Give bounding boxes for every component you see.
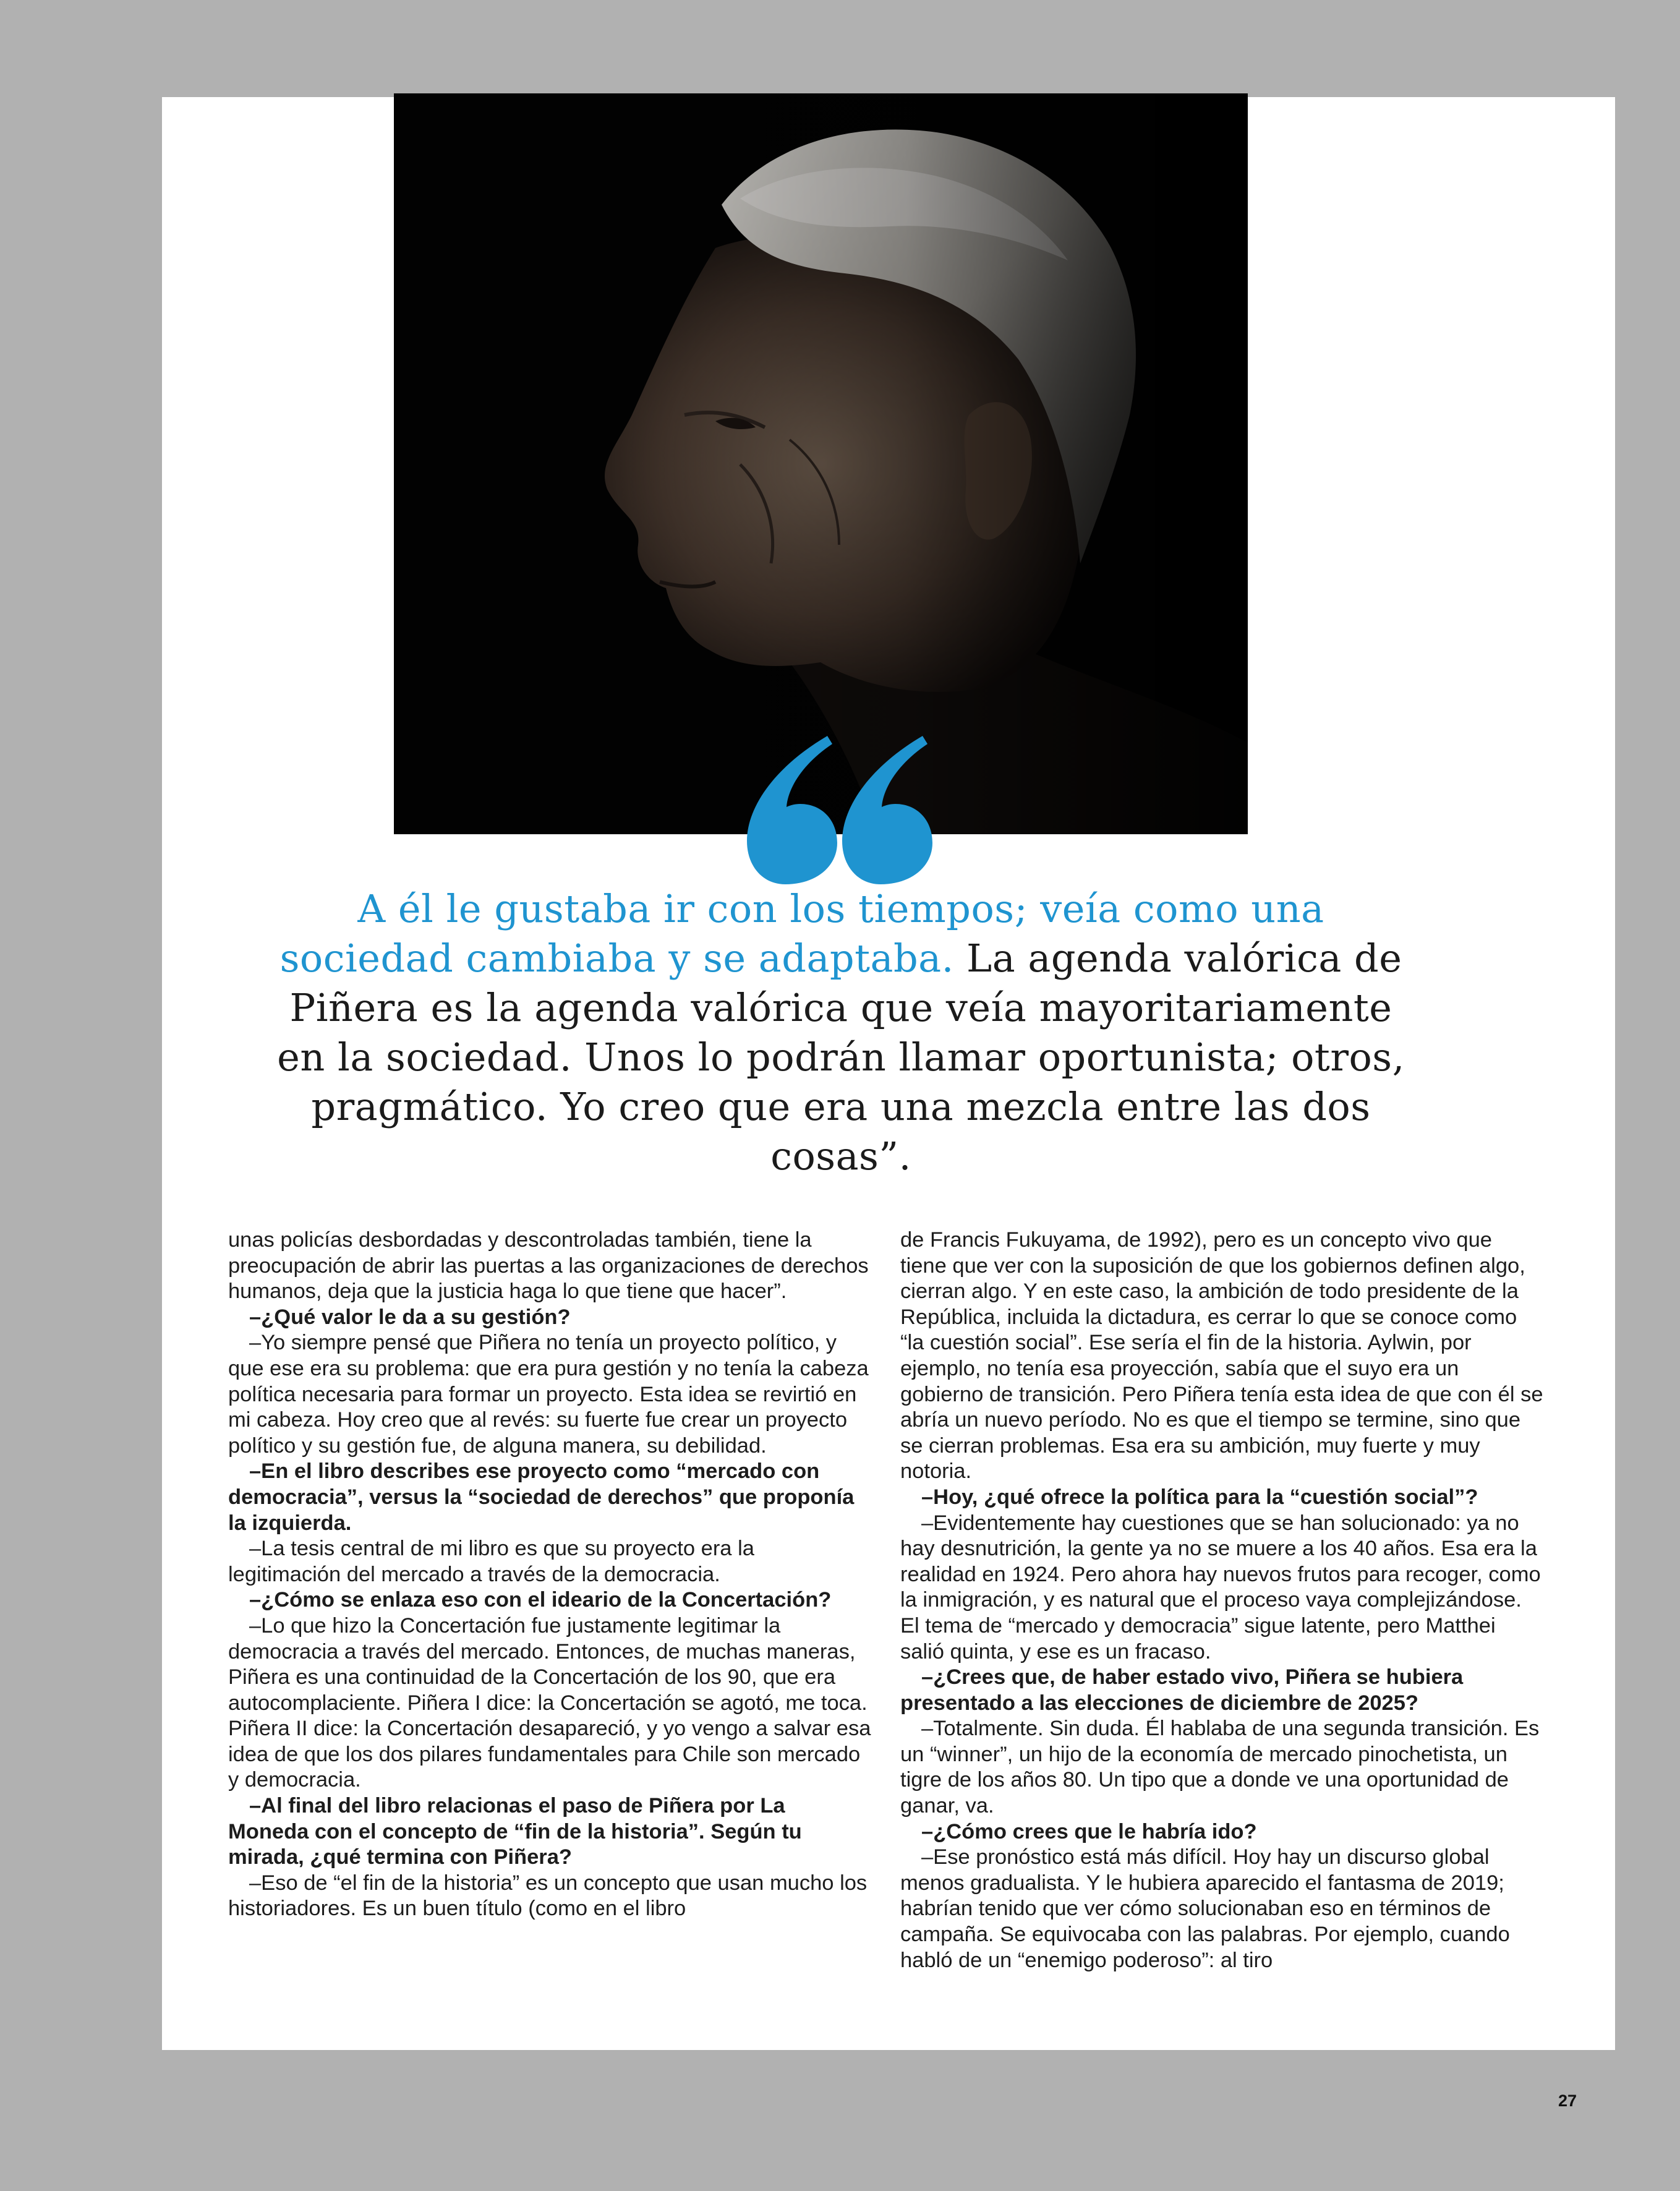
interview-question: –¿Qué valor le da a su gestión?	[249, 1305, 571, 1329]
interview-question: –¿Cómo crees que le habría ido?	[921, 1819, 1257, 1843]
portrait-illustration	[394, 93, 1248, 834]
pull-quote-text: La agenda valórica de Piñera es la agenda valórica que veía mayoritariamente en la sociedad. Unos lo podrán llamar oportunista; otros, pragmático. Yo creo que era una mezcla entre las dos cosas”.	[277, 936, 1405, 1179]
portrait-photo	[394, 93, 1248, 834]
pull-quote-accent: A él le gustaba ir con los tiempos; veía como una sociedad cambiaba y se adaptaba.	[279, 886, 1324, 981]
interview-question: –¿Crees que, de haber estado vivo, Piñera se hubiera presentado a las elecciones de diciembre de 2025?	[900, 1665, 1464, 1715]
interview-answer: –Lo que hizo la Concertación fue justamente legitimar la democracia a través del mercado. Entonces, de muchas maneras, Piñera es una continuidad de la Concertación de los 90, que era autocomplaciente. Piñera I dice: la Concertación se agotó, me toca. Piñera II dice: la Concertación desapareció, y yo vengo a salvar esa idea de que los dos pilares fundamentales para Chile son mercado y democracia.	[228, 1613, 871, 1792]
page-number: 27	[1558, 2091, 1577, 2110]
interview-answer: –Totalmente. Sin duda. Él hablaba de una segunda transición. Es un “winner”, un hijo de la economía de mercado pinochetista, un tigre de los años 80. Un tipo que a donde ve una oportunidad de ganar, va.	[900, 1717, 1540, 1818]
interview-question: –¿Cómo se enlaza eso con el ideario de la Concertación?	[249, 1588, 832, 1612]
interview-answer: –Ese pronóstico está más difícil. Hoy hay un discurso global menos gradualista. Y le hubiera aparecido el fantasma de 2019; habrían tenido que ver cómo solucionaban eso en términos de campaña. Se equivocaba con las palabras. Por ejemplo, cuando habló de un “enemigo poderoso”: al tiro	[900, 1845, 1510, 1972]
interview-question: –En el libro describes ese proyecto como “mercado con democracia”, versus la “sociedad de derechos” que proponía la izquierda.	[228, 1459, 855, 1535]
interview-question: –Hoy, ¿qué ofrece la política para la “cuestión social”?	[921, 1485, 1478, 1509]
article-column-right	[900, 1228, 1543, 1973]
interview-question: –Al final del libro relacionas el paso de Piñera por La Moneda con el concepto de “fin de la historia”. Según tu mirada, ¿qué termina con Piñera?	[228, 1794, 802, 1869]
interview-answer: –Yo siempre pensé que Piñera no tenía un proyecto político, y que ese era su problema: que era pura gestión y no tenía la cabeza política necesaria para formar un proyecto. Esta idea se revirtió en mi cabeza. Hoy creo que al revés: su fuerte fue crear un proyecto político y su gestión fue, de alguna manera, su debilidad.	[228, 1331, 869, 1458]
interview-answer: –Eso de “el fin de la historia” es un concepto que usan mucho los historiadores. Es un buen título (como en el libro	[228, 1871, 868, 1921]
quote-mark-icon	[747, 733, 932, 884]
article-column-left	[228, 1228, 871, 1922]
interview-answer: –Evidentemente hay cuestiones que se han solucionado: ya no hay desnutrición, la gente ya no se muere a los 40 años. Esa era la realidad en 1924. Pero ahora hay nuevos frutos para recoger, como la inmigración, y es natural que el proceso vaya complejizándose. El tema de “mercado y democracia” sigue latente, pero Matthei salió quinta, y ese es un fracaso.	[900, 1511, 1541, 1664]
pull-quote	[266, 884, 1416, 1181]
paragraph: unas policías desbordadas y descontroladas también, tiene la preocupación de abrir las puertas a las organizaciones de derechos humanos, deja que la justicia haga lo que tiene que hacer”.	[228, 1228, 869, 1304]
interview-answer: –La tesis central de mi libro es que su proyecto era la legitimación del mercado a través de la democracia.	[228, 1537, 754, 1586]
paragraph: de Francis Fukuyama, de 1992), pero es un concepto vivo que tiene que ver con la suposición de que los gobiernos definen algo, cierran algo. Y en este caso, la ambición de todo presidente de la República, incluida la dictadura, es cerrar lo que se conoce como “la cuestión social”. Ese sería el fin de la historia. Aylwin, por ejemplo, no tenía esa proyección, sabía que el suyo era un gobierno de transición. Pero Piñera tenía esta idea de que con él se abría un nuevo período. No es que el tiempo se termine, sino que se cierran problemas. Esa era su ambición, muy fuerte y muy notoria.	[900, 1228, 1543, 1484]
